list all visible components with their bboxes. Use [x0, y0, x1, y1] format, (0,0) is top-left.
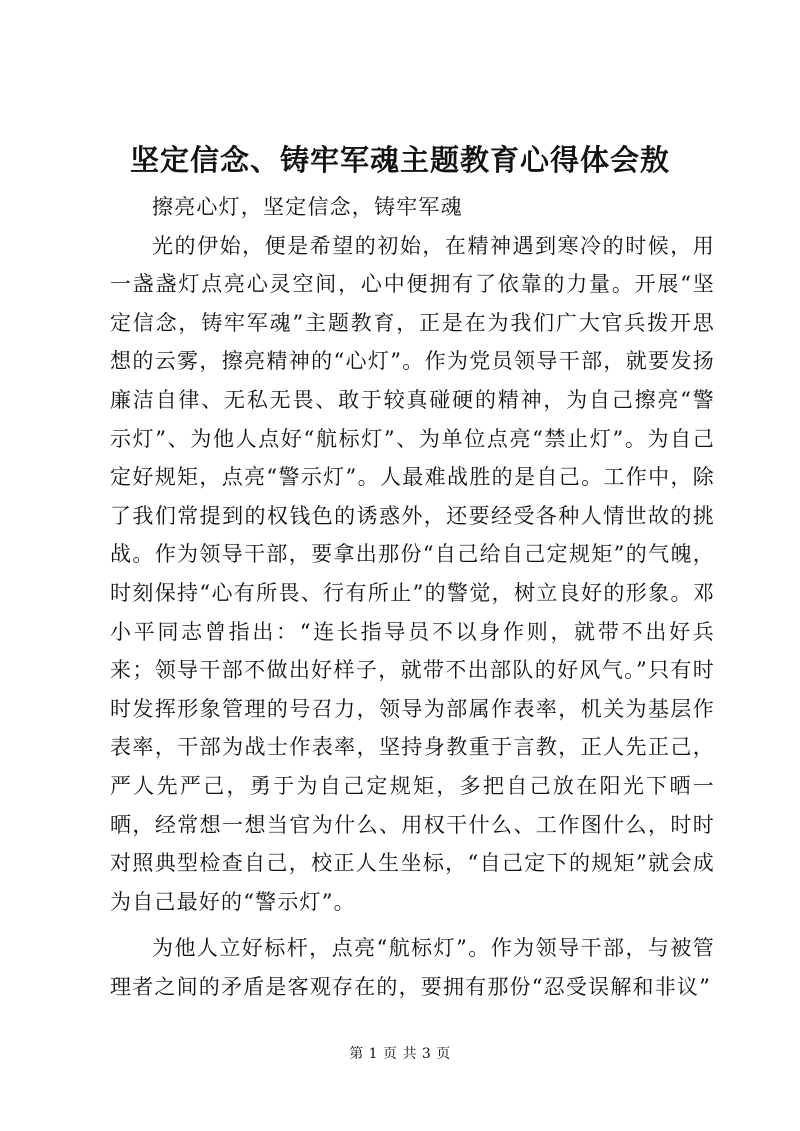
- page-footer: 第 1 页 共 3 页: [349, 1046, 451, 1062]
- document-body: [110, 188, 715, 1006]
- paragraph-subtitle: 擦亮心灯，坚定信念，铸牢军魂: [152, 195, 463, 219]
- paragraph-main: 光的伊始，便是希望的初始，在精神遇到寒冷的时候，用一盏盏灯点亮心灵空间，心中便拥有了依靠的力量。开展“坚定信念，铸牢军魂”主题教育，正是在为我们广大官兵拨开思想的云雾，擦亮精神的“心灯”。作为党员领导干部，就要发扬廉洁自律、无私无畏、敢于较真碰硬的精神，为自己擦亮“警示灯”、为他人点好“航标灯”、为单位点亮“禁止灯”。为自己定好规矩，点亮“警示灯”。人最难战胜的是自己。工作中，除了我们常提到的权钱色的诱惑外，还要经受各种人情世故的挑战。作为领导干部，要拿出那份“自己给自己定规矩”的气魄，时刻保持“心有所畏、行有所止”的警觉，树立良好的形象。邓小平同志曾指出：“连长指导员不以身作则，就带不出好兵来；领导干部不做出好样子，就带不出部队的好风气。”只有时时发挥形象管理的号召力，领导为部属作表率，机关为基层作表率，干部为战士作表率，坚持身教重于言教，正人先正己，严人先严己，勇于为自己定规矩，多把自己放在阳光下晒一晒，经常想一想当官为什么、用权干什么、工作图什么，时时对照典型检查自己，校正人生坐标，“自己定下的规矩”就会成为自己最好的“警示灯”。: [110, 233, 715, 914]
- document-title: 坚定信念、铸牢军魂主题教育心得体会敖: [129, 143, 670, 177]
- paragraph-continued: 为他人立好标杆，点亮“航标灯”。作为领导干部，与被管理者之间的矛盾是客观存在的，要拥有那份“忍受误解和非议”: [110, 936, 715, 999]
